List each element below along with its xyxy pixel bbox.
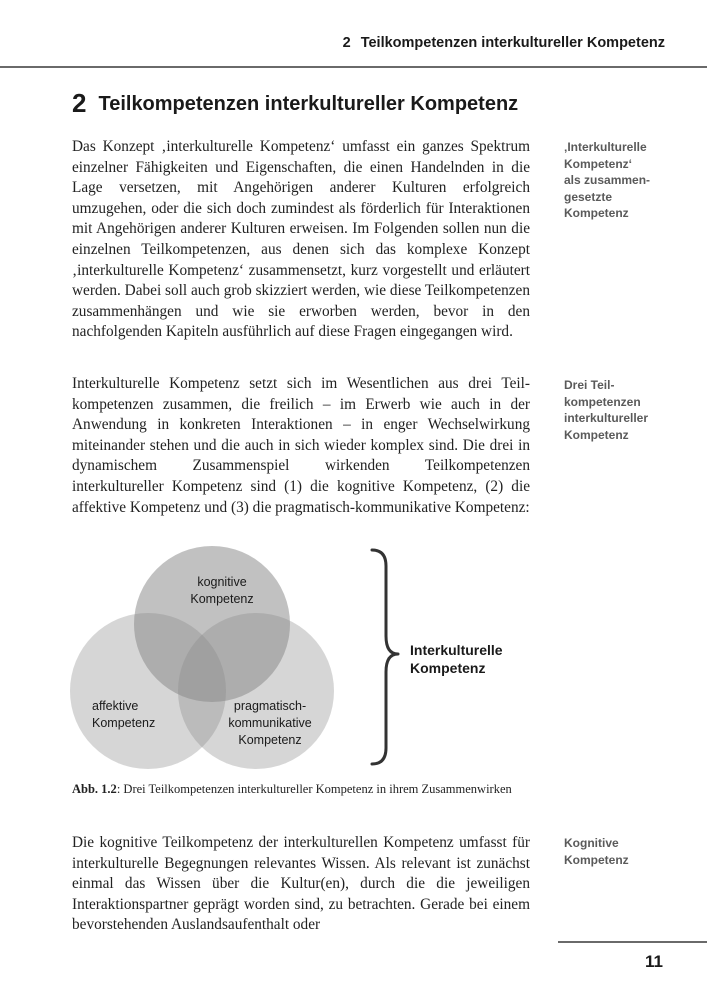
circle-label-kognitive-2: Kompetenz [190,592,254,606]
margin-note-line: Drei Teil- [564,378,615,392]
margin-note-line: gesetzte [564,189,613,204]
circle-label-pragmatisch-3: Kompetenz [238,733,302,747]
margin-note-3 [564,835,674,868]
page-number: 11 [645,952,663,971]
running-head-text [343,35,665,51]
running-head [0,0,707,70]
chapter-title-text: Teilkompetenzen interkultureller Kompetenz [98,93,519,115]
margin-note-line: interkultureller [564,411,649,425]
margin-note-1 [564,139,674,222]
paragraph-2: Interkulturelle Kompetenz setzt sich im Wesentlichen aus drei Teilkompetenzen zusammen, die freilich – im Erwerb wie auch in der Anwendung in konkreten Interaktionen – in enger Wechselwirkung miteinander stehen und die auch in sich wieder komplex sind. Die drei in dynamischem Zusammenspiel wirkenden Teilkompetenzen interkultureller Kompetenz sind (1) die kognitive Kompetenz, (2) die affektive Kompetenz und (3) die pragmatisch-kommunikative Kompetenz: [72,375,530,516]
margin-note-line: Kompetenz‘ [564,156,633,171]
margin-note-line: ‚Interkulturelle [564,140,647,154]
circle-label-pragmatisch-2: kommunikative [228,716,312,730]
margin-note-line: Kognitive [564,836,619,850]
chapter-title [72,88,518,119]
caption-text: : Drei Teilkompetenzen interkultureller Kompetenz in ihrem Zusammenwirken [116,782,512,796]
paragraph-1: Das Konzept ‚interkulturelle Kompetenz‘ umfasst ein ganzes Spektrum einzelner Fähigkeiten und Eigenschaften, die einen Handelnden in die Lage versetzen, mit Angehörigen anderer Kulturen erfolgreich umzugehen, oder die sich doch zumindest als förderlich für Interaktionen mit Angehörigen anderer Kulturen erweisen. Im Folgenden sollen nun die einzelnen Teilkompetenzen, aus denen sich das komplexe Konzept ‚interkulturelle Kompetenz‘ zusammensetzt, kurz vorgestellt und erläutert werden. Dabei soll auch grob skizziert werden, wie diese Teilkompetenzen zusammenhängen und wie sie erworben werden, bevor in den nachfolgenden Kapiteln ausführlich auf diese Fragen eingegangen wird. [72,138,530,341]
caption-label: Abb. 1.2 [72,782,117,796]
curly-brace [372,550,398,764]
margin-note-line: Kompetenz [564,206,629,220]
margin-note-line: Kompetenz [564,427,629,442]
running-head-number: 2 [342,35,351,51]
bracket-label-2: Kompetenz [410,660,486,676]
chapter-number: 2 [72,88,87,118]
margin-note-line: Kompetenz [564,852,629,867]
figure-caption [72,781,530,798]
margin-note-line: als zusammen- [564,173,651,187]
running-head-title: Teilkompetenzen interkultureller Kompetenz [360,35,665,51]
venn-diagram [60,540,540,775]
margin-note-line: kompetenzen [564,394,641,409]
circle-label-affektive-2: Kompetenz [92,716,156,730]
venn-figure [60,540,540,775]
footer-rule [558,941,707,943]
bracket-label-1: Interkulturelle [410,642,503,658]
paragraph-3: Die kognitive Teilkompetenz der interkulturellen Kompetenz umfasst für interkulturelle Begegnungen relevantes Wissen. Als relevant ist zunächst einmal das Wissen über die Kultur(en), durch die die jeweiligen Interaktionspartner geprägt worden sind, zu betrachten. Gerade bei einem bevorstehenden Auslandsaufenthalt oder [72,834,530,934]
margin-note-2 [564,377,674,443]
header-rule [0,66,707,68]
circle-label-pragmatisch-1: pragmatisch- [233,699,307,713]
circle-label-kognitive-1: kognitive [197,575,247,589]
circle-label-affektive-1: affektive [92,699,139,713]
